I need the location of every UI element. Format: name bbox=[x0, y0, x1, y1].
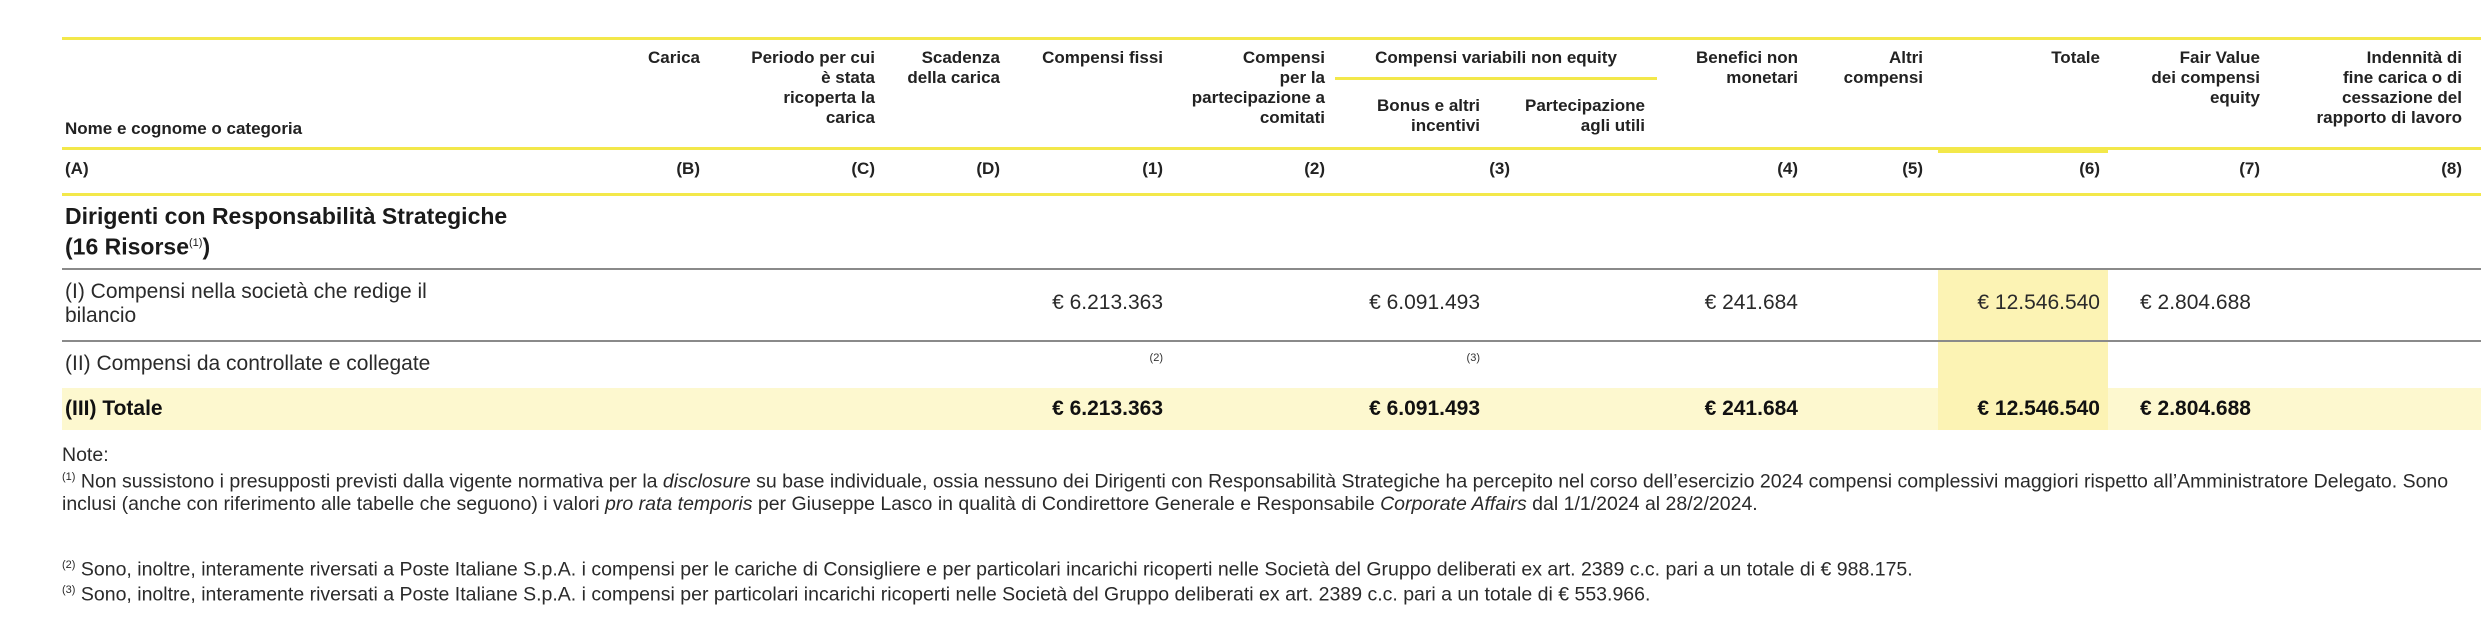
total-row-highlight bbox=[62, 388, 2481, 430]
code-1: (1) bbox=[1142, 159, 1163, 178]
code-2: (2) bbox=[1304, 159, 1325, 178]
row3-label: (III) Totale bbox=[65, 397, 163, 420]
note-1: $^{(1)}$ Non sussistono i presupposti previsti dalla vigente normativa per la disclosure su base individuale, ossia nessuno dei Dirigenti con Responsabilità Strategiche ha percepito nel corso dell’esercizio 2024 compensi complessivi maggiori rispetto all’Amministratore Delegato. Sono inclusi (anche con riferimento alle tabelle che seguono) i valori pro rata temporis per Giuseppe Lasco in qualità di Condirettore Generale e Responsabile Corporate Affairs dal 1/1/2024 al 28/2/2024. bbox=[62, 470, 2449, 515]
header-periodo: Periodo per cui è stata ricoperta la carica bbox=[751, 48, 875, 127]
row3-bonus: € 6.091.493 bbox=[1369, 397, 1480, 420]
row1-fissi: € 6.213.363 bbox=[1052, 291, 1163, 314]
header-benefici: Benefici non monetari bbox=[1695, 48, 1798, 87]
note-2-mark: (2) bbox=[62, 559, 76, 571]
note-3: $^{(3)}$ Sono, inoltre, interamente riversati a Poste Italiane S.p.A. i compensi per particolari incarichi ricoperti nelle Società del Gruppo deliberati ex art. 2389 c.c. pari a un totale di € 553.966. bbox=[62, 583, 1651, 606]
note-2: $^{(2)}$ Sono, inoltre, interamente riversati a Poste Italiane S.p.A. i compensi per le cariche di Consigliere e per particolari incarichi ricoperti nelle Società del Gruppo deliberati ex art. 2389 c.c. pari a un totale di € 988.175. bbox=[62, 558, 1913, 581]
section-rule bbox=[62, 268, 2481, 270]
totale-header-underline bbox=[1938, 147, 2108, 153]
top-rule bbox=[62, 37, 2481, 40]
section-title bbox=[65, 203, 507, 261]
header-totale: Totale bbox=[2051, 48, 2100, 67]
code-c: (C) bbox=[851, 159, 875, 178]
code-6: (6) bbox=[2079, 159, 2100, 178]
header-bottom-rule bbox=[62, 147, 2481, 150]
variabili-group-rule bbox=[1335, 77, 1657, 80]
row3-totale: € 12.546.540 bbox=[1977, 397, 2100, 420]
section-title-line2: (16 Risorse$^{(1)}$) bbox=[65, 233, 211, 260]
row2-label: (II) Compensi da controllate e collegate bbox=[65, 352, 431, 375]
note-1-mark: (1) bbox=[62, 471, 76, 483]
code-8: (8) bbox=[2441, 159, 2462, 178]
row3-fissi: € 6.213.363 bbox=[1052, 397, 1163, 420]
code-d: (D) bbox=[976, 159, 1000, 178]
header-name: Nome e cognome o categoria bbox=[65, 119, 303, 138]
row1-bonus: € 6.091.493 bbox=[1369, 291, 1480, 314]
code-b: (B) bbox=[676, 159, 700, 178]
row1-rule bbox=[62, 340, 2481, 342]
header-utili: Partecipazione agli utili bbox=[1525, 96, 1645, 135]
header-bonus: Bonus e altri incentivi bbox=[1377, 96, 1480, 135]
header-variabili-group: Compensi variabili non equity bbox=[1375, 48, 1617, 67]
row1-fair-value: € 2.804.688 bbox=[2140, 291, 2251, 314]
code-5: (5) bbox=[1902, 159, 1923, 178]
header-compensi-comitati: Compensi per la partecipazione a comitati bbox=[1191, 48, 1325, 127]
row2-fissi-footnote: (2) bbox=[1149, 352, 1163, 364]
row3-fair-value: € 2.804.688 bbox=[2140, 397, 2251, 420]
header-compensi-fissi: Compensi fissi bbox=[1042, 48, 1163, 67]
note-3-mark: (3) bbox=[62, 584, 76, 596]
row1-totale: € 12.546.540 bbox=[1977, 291, 2100, 314]
row1-label: (I) Compensi nella società che redige il bilancio bbox=[65, 280, 427, 327]
code-4: (4) bbox=[1777, 159, 1798, 178]
section-title-line1: Dirigenti con Responsabilità Strategiche bbox=[65, 203, 508, 229]
footnote-ref-1: (1) bbox=[189, 237, 203, 249]
code-a: (A) bbox=[65, 159, 89, 178]
row1-benefici: € 241.684 bbox=[1704, 291, 1798, 314]
header-indennita: Indennità di fine carica o di cessazione del rapporto di lavoro bbox=[2316, 48, 2462, 127]
row3-benefici: € 241.684 bbox=[1704, 397, 1798, 420]
row2-bonus-footnote: (3) bbox=[1466, 352, 1480, 364]
header-carica: Carica bbox=[648, 48, 700, 67]
code-7: (7) bbox=[2239, 159, 2260, 178]
header-altri: Altri compensi bbox=[1843, 48, 1923, 87]
codes-bottom-rule bbox=[62, 193, 2481, 196]
notes-title: Note: bbox=[62, 444, 109, 466]
header-scadenza: Scadenza della carica bbox=[907, 48, 1000, 87]
code-3: (3) bbox=[1489, 159, 1510, 178]
header-fair-value: Fair Value dei compensi equity bbox=[2151, 48, 2260, 107]
